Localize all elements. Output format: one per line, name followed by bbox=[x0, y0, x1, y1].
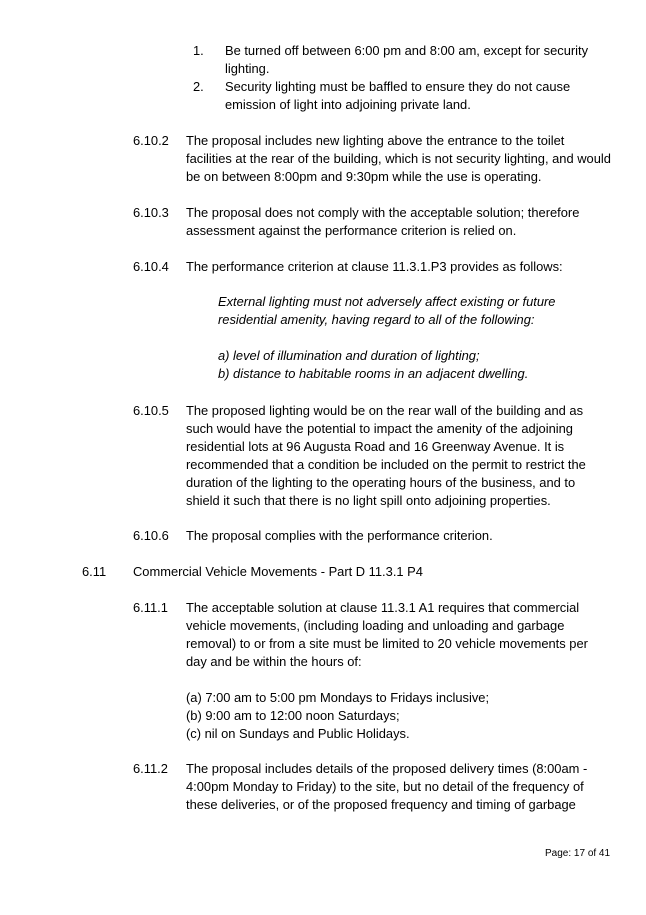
paragraph-line: The proposed lighting would be on the rear wall of the building and as bbox=[186, 403, 584, 418]
paragraph-line: recommended that a condition be included on the permit to restrict the bbox=[186, 456, 586, 472]
paragraph-line: The proposal includes details of the proposed delivery times (8:00am - bbox=[186, 761, 588, 776]
list-text-line: lighting. bbox=[225, 60, 270, 76]
hours-list bbox=[186, 689, 489, 743]
paragraph-line: facilities at the rear of the building, which is not security lighting, and would bbox=[186, 150, 611, 166]
paragraph-line: vehicle movements, (including loading and unloading and garbage bbox=[186, 617, 565, 633]
paragraph-line: The proposal includes new lighting above the entrance to the toilet bbox=[186, 133, 565, 148]
quote-line: External lighting must not adversely affect existing or future bbox=[218, 294, 556, 309]
paragraph-line: The proposal does not comply with the acceptable solution; therefore bbox=[186, 205, 580, 220]
paragraph-line: these deliveries, or of the proposed frequency and timing of garbage bbox=[186, 796, 576, 812]
paragraph-line: day and be within the hours of: bbox=[186, 653, 362, 669]
paragraph-line: The proposal complies with the performance criterion. bbox=[186, 528, 493, 543]
paragraph-line: duration of the lighting to the operating hours of the business, and to bbox=[186, 474, 576, 490]
paragraph-line: The acceptable solution at clause 11.3.1 A1 requires that commercial bbox=[186, 600, 580, 615]
list-number: 2. bbox=[193, 79, 204, 94]
list-number: 1. bbox=[193, 43, 204, 58]
section-number: 6.11 bbox=[82, 564, 107, 579]
paragraph-number: 6.10.5 bbox=[133, 403, 169, 418]
list-text-line: Be turned off between 6:00 pm and 8:00 am, except for security bbox=[225, 43, 589, 58]
paragraph-number: 6.10.2 bbox=[133, 133, 169, 148]
paragraph-number: 6.10.4 bbox=[133, 259, 169, 274]
paragraph-line: such would have the potential to impact the amenity of the adjoining bbox=[186, 420, 573, 436]
page-number: Page: 17 of 41 bbox=[545, 848, 611, 859]
paragraph-number: 6.11.2 bbox=[133, 761, 168, 776]
paragraph-line: 4:00pm Monday to Friday) to the site, but no detail of the frequency of bbox=[186, 778, 584, 794]
hours-item: (a) 7:00 am to 5:00 pm Mondays to Fridays inclusive; bbox=[186, 690, 490, 705]
list-text-line: emission of light into adjoining private land. bbox=[225, 96, 471, 112]
list-text-line: Security lighting must be baffled to ensure they do not cause bbox=[225, 79, 571, 94]
quote-line: residential amenity, having regard to all of the following: bbox=[218, 311, 535, 327]
paragraph-line: residential lots at 96 Augusta Road and 16 Greenway Avenue. It is bbox=[186, 438, 565, 454]
quoted-criterion bbox=[218, 293, 555, 329]
paragraph-line: The performance criterion at clause 11.3.1.P3 provides as follows: bbox=[186, 259, 563, 274]
quote-line: b) distance to habitable rooms in an adjacent dwelling. bbox=[218, 365, 529, 381]
hours-item: (b) 9:00 am to 12:00 noon Saturdays; bbox=[186, 707, 400, 723]
paragraph-number: 6.10.3 bbox=[133, 205, 169, 220]
paragraph-line: shield it such that there is no light spill onto adjoining properties. bbox=[186, 492, 551, 508]
paragraph-number: 6.11.1 bbox=[133, 600, 168, 615]
paragraph-number: 6.10.6 bbox=[133, 528, 169, 543]
quoted-criterion-list bbox=[218, 347, 528, 383]
paragraph-line: assessment against the performance criterion is relied on. bbox=[186, 222, 517, 238]
quote-line: a) level of illumination and duration of lighting; bbox=[218, 348, 480, 363]
hours-item: (c) nil on Sundays and Public Holidays. bbox=[186, 725, 410, 741]
paragraph-line: be on between 8:00pm and 9:30pm while the use is operating. bbox=[186, 168, 542, 184]
section-title: Commercial Vehicle Movements - Part D 11.3.1 P4 bbox=[133, 564, 423, 579]
paragraph-line: removal) to or from a site must be limited to 20 vehicle movements per bbox=[186, 635, 588, 651]
